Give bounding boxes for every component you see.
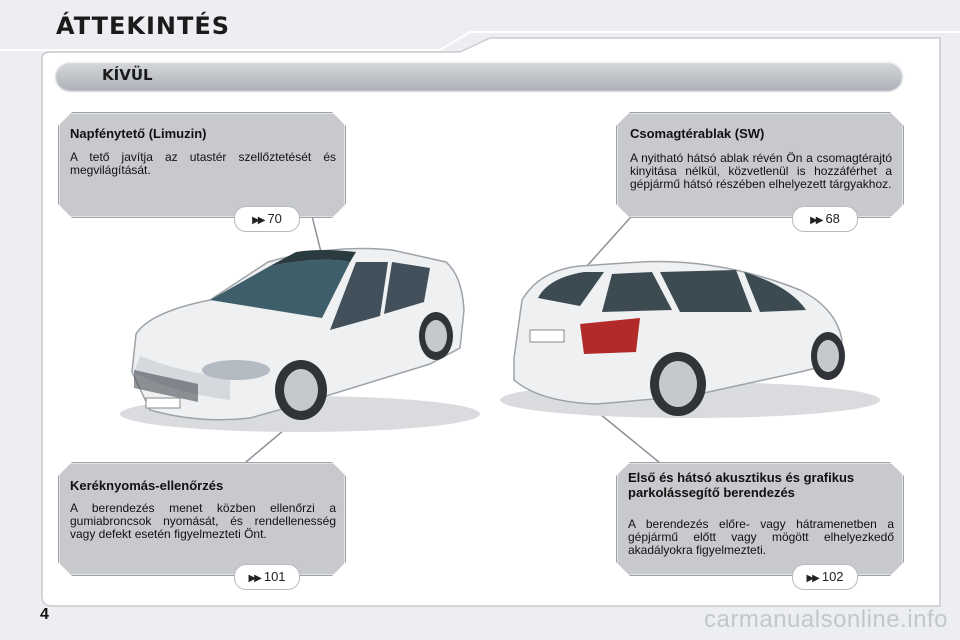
section-label: KÍVÜL (102, 66, 153, 84)
parking-page-ref[interactable]: ▶▶ 102 (792, 564, 858, 590)
watermark: carmanualsonline.info (704, 606, 948, 633)
section-banner (56, 62, 902, 90)
tyre-pressure-title: Keréknyomás-ellenőrzés (70, 478, 224, 493)
sunroof-page-ref[interactable]: ▶▶ 70 (234, 206, 300, 232)
fast-forward-icon: ▶▶ (248, 573, 260, 584)
sunroof-text: A tető javítja az utastér szellőztetését és megvilágítását. (70, 150, 336, 177)
fast-forward-icon: ▶▶ (252, 215, 264, 226)
parking-title: Első és hátsó akusztikus és grafikus parkolássegítő berendezés (628, 470, 855, 500)
rear-window-text: A nyitható hátsó ablak révén Ön a csomagtérajtó kinyitása nélkül, közvetlenül is hozzáférhet a gépjármű hátsó részében elhelyezett tárgyakhoz. (630, 151, 892, 191)
page-title: ÁTTEKINTÉS (56, 12, 231, 40)
rear-window-title: Csomagtérablak (SW) (630, 126, 765, 141)
tyre-pressure-page-ref[interactable]: ▶▶ 101 (234, 564, 300, 590)
fast-forward-icon: ▶▶ (810, 215, 822, 226)
sunroof-title: Napfénytető (Limuzin) (70, 126, 207, 141)
rear-window-page-ref[interactable]: ▶▶ 68 (792, 206, 858, 232)
parking-text: A berendezés előre- vagy hátramenetben a gépjármű előtt vagy mögött elhelyezkedő akadályokra figyelmezteti. (628, 517, 894, 557)
page-number: 4 (40, 606, 49, 623)
tyre-pressure-text: A berendezés menet közben ellenőrzi a gumiabroncsok nyomását, és rendellenesség vagy defekt esetén figyelmezteti Önt. (70, 501, 336, 541)
fast-forward-icon: ▶▶ (806, 573, 818, 584)
